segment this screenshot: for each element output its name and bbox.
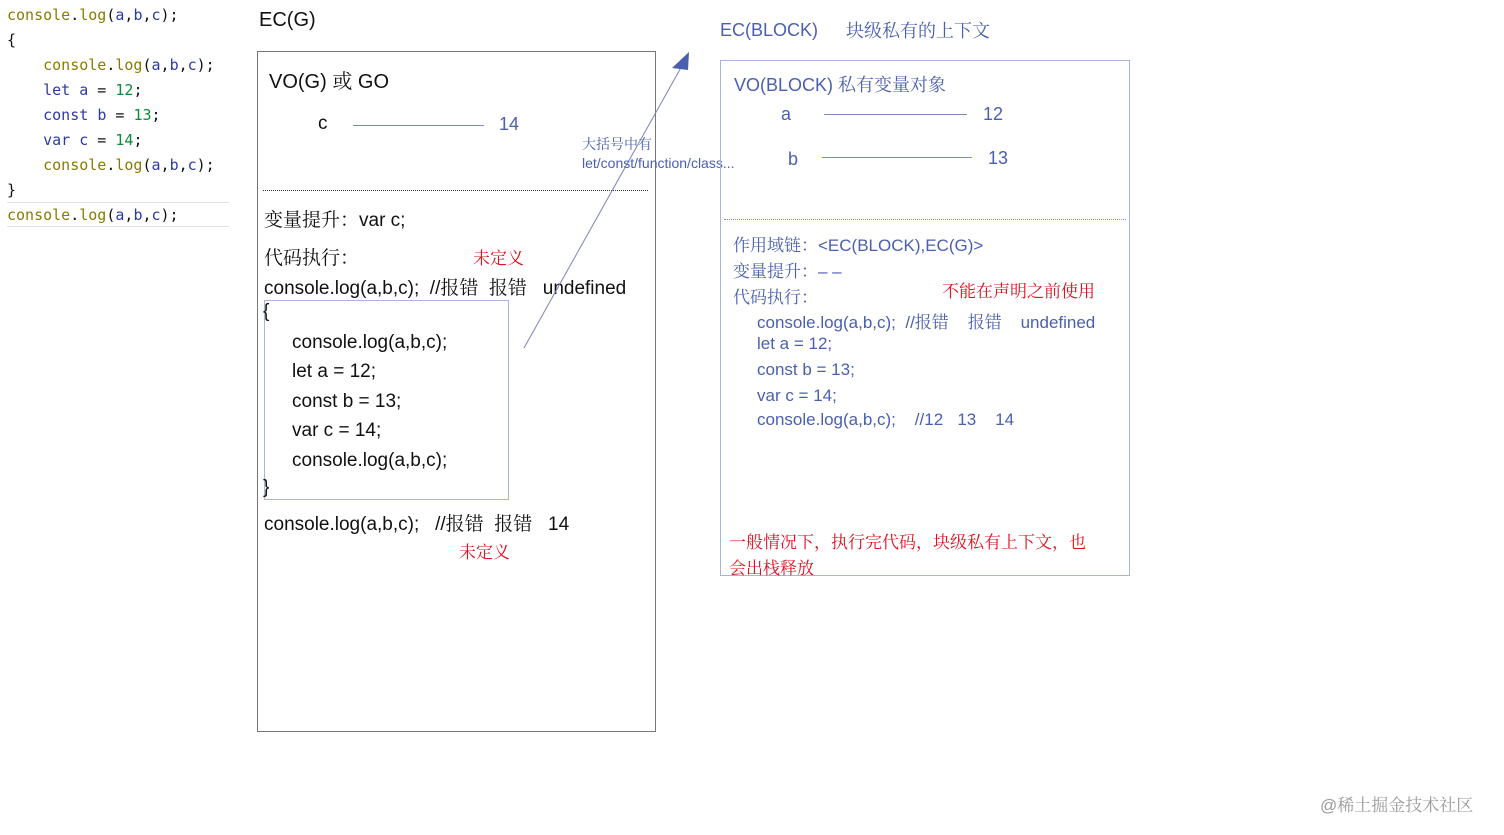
- global-exec-line-1: console.log(a,b,c); //报错 报错 undefined: [264, 278, 627, 299]
- arrow-head: [672, 52, 689, 70]
- global-block-close: }: [263, 477, 270, 498]
- block-exec-label: 代码执行：: [733, 288, 818, 307]
- global-block-line-4: var c = 14;: [292, 420, 382, 441]
- code-token: );: [196, 156, 215, 174]
- global-block-line-5: console.log(a,b,c);: [292, 450, 448, 471]
- code-token: b: [169, 156, 179, 174]
- block-scope-chain: 作用域链：<EC(BLOCK),EC(G)>: [733, 236, 984, 255]
- code-token: 12: [115, 81, 134, 99]
- code-token: ;: [151, 106, 161, 124]
- block-footer-line-2: 会出栈释放: [729, 559, 814, 578]
- code-token: c: [151, 6, 161, 24]
- code-token: const: [43, 106, 89, 124]
- code-token: log: [115, 56, 143, 74]
- code-token: a: [79, 81, 89, 99]
- global-block-open: {: [263, 301, 270, 322]
- code-token: let: [43, 81, 71, 99]
- code-token: (: [142, 56, 152, 74]
- global-hoisting: 变量提升：var c;: [264, 210, 406, 231]
- code-token: a: [115, 206, 125, 224]
- vo-block-title: VO(BLOCK) 私有变量对象: [734, 75, 947, 95]
- code-token: console: [7, 6, 71, 24]
- arrow-note-line-2: let/const/function/class...: [582, 155, 735, 171]
- global-exec-label: 代码执行：: [264, 248, 360, 269]
- code-token: log: [79, 206, 107, 224]
- code-token: ,: [124, 6, 134, 24]
- watermark: @稀土掘金技术社区: [1320, 796, 1474, 815]
- arrow-line: [524, 64, 683, 348]
- block-exec-line-1: console.log(a,b,c); //报错 报错 undefined: [757, 313, 1096, 332]
- code-token: (: [106, 206, 116, 224]
- code-token: );: [160, 206, 179, 224]
- code-token: (: [142, 156, 152, 174]
- code-token: log: [115, 156, 143, 174]
- vo-global-var-value: 14: [499, 114, 520, 134]
- code-token: ;: [133, 131, 143, 149]
- code-token: b: [97, 106, 107, 124]
- ec-block-subtitle: 块级私有的上下文: [846, 21, 990, 41]
- vo-block-var-b-line: [822, 157, 972, 158]
- ec-block-title: EC(BLOCK): [720, 20, 819, 40]
- global-exec-last-line: console.log(a,b,c); //报错 报错 14: [264, 514, 570, 535]
- code-token: ,: [178, 156, 188, 174]
- code-token: a: [151, 56, 161, 74]
- global-block-line-1: console.log(a,b,c);: [292, 332, 448, 353]
- global-block-line-2: let a = 12;: [292, 361, 376, 382]
- code-token: ,: [124, 206, 134, 224]
- vo-block-var-b-name: b: [788, 149, 799, 169]
- global-block-line-3: const b = 13;: [292, 391, 402, 412]
- code-token: 14: [115, 131, 134, 149]
- block-exec-line-4: var c = 14;: [757, 386, 837, 405]
- code-token: =: [106, 106, 134, 124]
- code-token: 13: [133, 106, 152, 124]
- ec-global-title: EC(G): [259, 9, 316, 31]
- code-token: console: [43, 56, 107, 74]
- code-token: ,: [160, 56, 170, 74]
- block-divider: [724, 219, 1126, 220]
- code-token: c: [187, 56, 197, 74]
- code-token: b: [169, 56, 179, 74]
- code-token: (: [106, 6, 116, 24]
- code-token: {: [7, 31, 17, 49]
- block-hoisting: 变量提升：– –: [733, 262, 842, 281]
- vo-block-var-a-value: 12: [983, 104, 1004, 124]
- block-footer-line-1: 一般情况下，执行完代码，块级私有上下文，也: [729, 533, 1086, 552]
- code-token: ,: [178, 56, 188, 74]
- code-token: console: [7, 206, 71, 224]
- global-undefined-note-2: 未定义: [459, 543, 510, 562]
- code-token: a: [115, 6, 125, 24]
- block-exec-line-3: const b = 13;: [757, 360, 855, 379]
- code-token: console: [43, 156, 107, 174]
- vo-block-var-b-value: 13: [988, 148, 1009, 168]
- code-token: );: [196, 56, 215, 74]
- code-token: ;: [133, 81, 143, 99]
- code-token: c: [187, 156, 197, 174]
- code-token: ,: [160, 156, 170, 174]
- vo-block-var-a-name: a: [781, 104, 792, 124]
- code-token: =: [88, 81, 116, 99]
- vo-block-var-a-line: [824, 114, 967, 115]
- global-undefined-note-1: 未定义: [473, 249, 524, 268]
- vo-global-var-name: c: [318, 113, 328, 134]
- code-token: .: [70, 6, 80, 24]
- code-token: a: [151, 156, 161, 174]
- arrow-note-line-1: 大括号中有: [582, 136, 652, 152]
- code-token: b: [133, 206, 143, 224]
- code-token: log: [79, 6, 107, 24]
- block-tdz-note: 不能在声明之前使用: [942, 282, 1095, 301]
- code-token: }: [7, 181, 17, 199]
- code-token: var: [43, 131, 71, 149]
- block-exec-line-5: console.log(a,b,c); //12 13 14: [757, 410, 1015, 429]
- block-exec-line-2: let a = 12;: [757, 334, 833, 353]
- code-token: c: [151, 206, 161, 224]
- code-token: c: [79, 131, 89, 149]
- code-token: .: [106, 56, 116, 74]
- code-token: .: [106, 156, 116, 174]
- code-token: ,: [142, 206, 152, 224]
- code-token: =: [88, 131, 116, 149]
- code-token: .: [70, 206, 80, 224]
- code-token: ,: [142, 6, 152, 24]
- code-token: b: [133, 6, 143, 24]
- code-token: );: [160, 6, 179, 24]
- vo-global-title: VO(G) 或 GO: [269, 71, 389, 93]
